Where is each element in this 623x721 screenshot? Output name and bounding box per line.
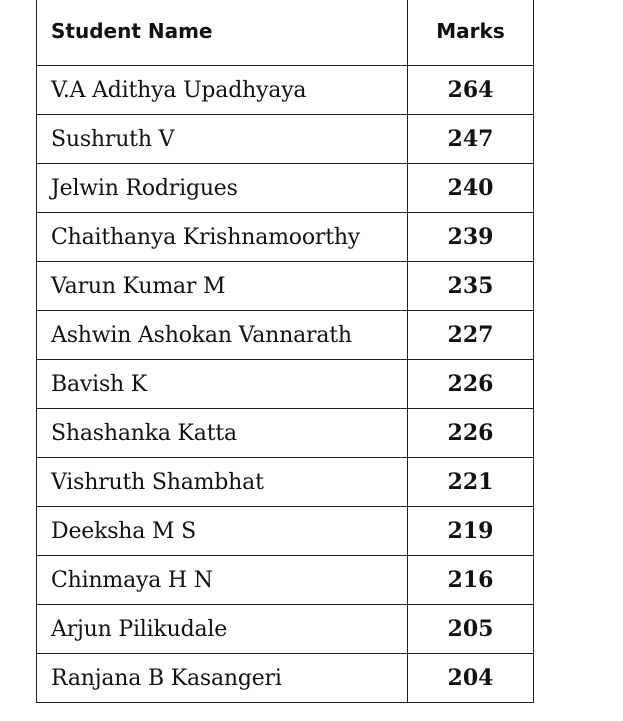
header-student-name: Student Name (37, 0, 408, 66)
marks-table (36, 0, 534, 703)
student-name-cell: Jelwin Rodrigues (37, 164, 408, 213)
student-name-cell: Ashwin Ashokan Vannarath (37, 311, 408, 360)
table-row (37, 654, 534, 703)
student-name-cell: Deeksha M S (37, 507, 408, 556)
table-row (37, 66, 534, 115)
marks-cell: 219 (408, 507, 534, 556)
table-row (37, 213, 534, 262)
marks-cell: 204 (408, 654, 534, 703)
marks-cell: 227 (408, 311, 534, 360)
table-row (37, 164, 534, 213)
table-row (37, 262, 534, 311)
marks-cell: 239 (408, 213, 534, 262)
marks-cell: 221 (408, 458, 534, 507)
table-row (37, 507, 534, 556)
marks-cell: 240 (408, 164, 534, 213)
student-name-cell: Arjun Pilikudale (37, 605, 408, 654)
table-row (37, 409, 534, 458)
table-row (37, 360, 534, 409)
marks-cell: 216 (408, 556, 534, 605)
student-name-cell: Bavish K (37, 360, 408, 409)
marks-cell: 226 (408, 409, 534, 458)
table-header-row (37, 0, 534, 66)
marks-cell: 226 (408, 360, 534, 409)
student-name-cell: Varun Kumar M (37, 262, 408, 311)
table-row (37, 311, 534, 360)
marks-cell: 235 (408, 262, 534, 311)
student-name-cell: Shashanka Katta (37, 409, 408, 458)
student-name-cell: V.A Adithya Upadhyaya (37, 66, 408, 115)
table-row (37, 556, 534, 605)
marks-cell: 264 (408, 66, 534, 115)
student-name-cell: Sushruth V (37, 115, 408, 164)
table-row (37, 458, 534, 507)
student-name-cell: Ranjana B Kasangeri (37, 654, 408, 703)
table-row (37, 115, 534, 164)
student-name-cell: Vishruth Shambhat (37, 458, 408, 507)
marks-cell: 205 (408, 605, 534, 654)
marks-cell: 247 (408, 115, 534, 164)
header-marks: Marks (408, 0, 534, 66)
student-name-cell: Chaithanya Krishnamoorthy (37, 213, 408, 262)
student-name-cell: Chinmaya H N (37, 556, 408, 605)
table-row (37, 605, 534, 654)
